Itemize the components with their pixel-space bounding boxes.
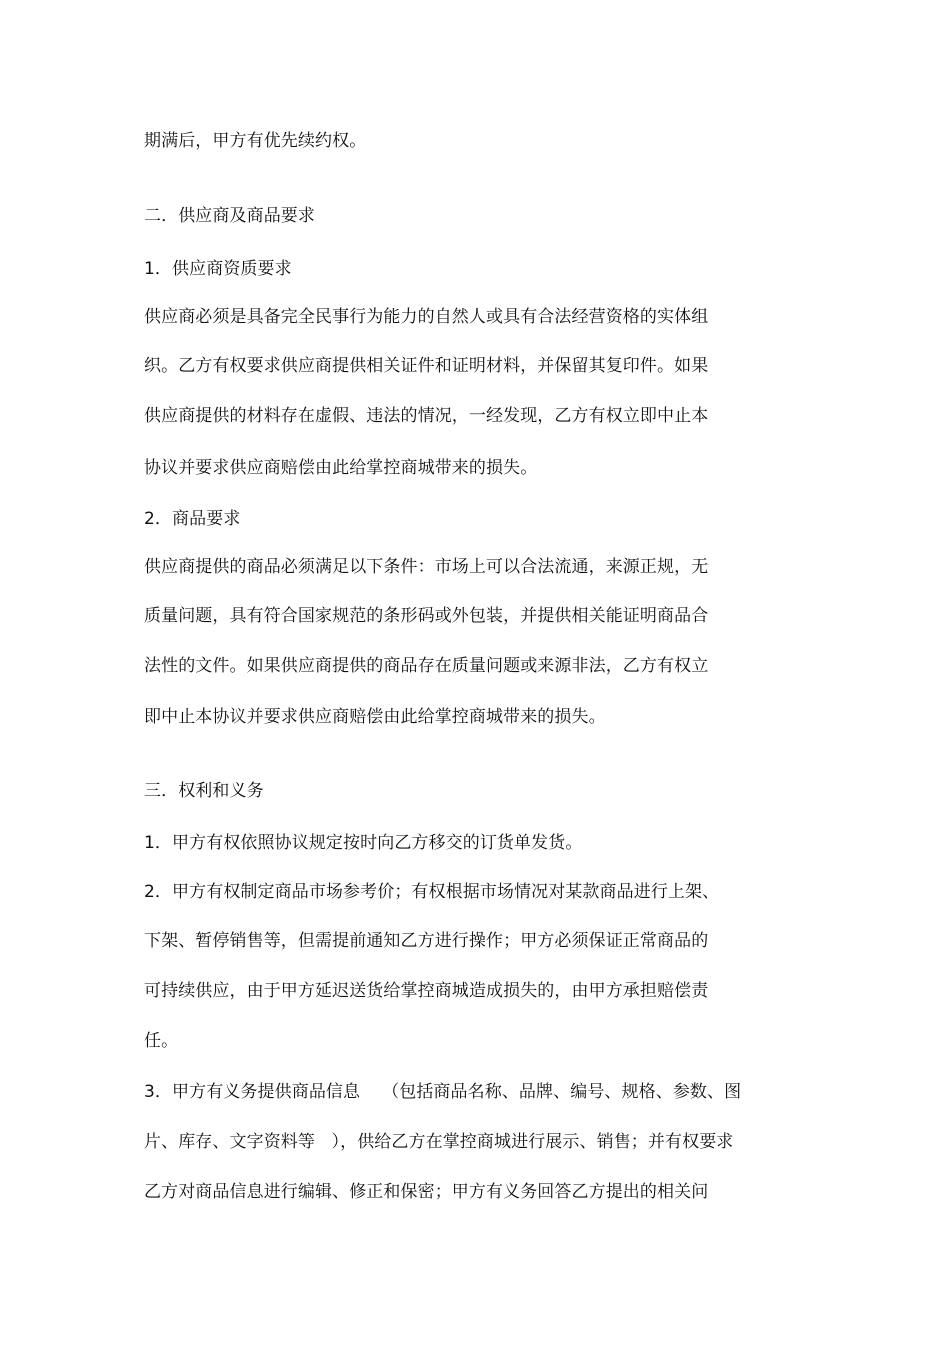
text-line: 供应商必须是具备完全民事行为能力的自然人或具有合法经营资格的实体组 (144, 307, 709, 327)
subsection-heading: 2．商品要求 (144, 509, 241, 529)
text-line: 协议并要求供应商赔偿由此给掌控商城带来的损失。 (144, 458, 538, 478)
text-line: 期满后，甲方有优先续约权。 (144, 131, 367, 151)
list-item: 3．甲方有义务提供商品信息 （包括商品名称、品牌、编号、规格、参数、图 (144, 1082, 742, 1102)
list-item: 2．甲方有权制定商品市场参考价；有权根据市场情况对某款商品进行上架、 (144, 882, 720, 902)
subsection-heading: 1．供应商资质要求 (144, 259, 292, 279)
text-line: 质量问题，具有符合国家规范的条形码或外包装，并提供相关能证明商品合 (144, 606, 709, 626)
text-line: 片、库存、文字资料等 ），供给乙方在掌控商城进行展示、销售；并有权要求 (144, 1132, 734, 1152)
text-line: 供应商提供的材料存在虚假、违法的情况，一经发现，乙方有权立即中止本 (144, 406, 709, 426)
section-heading: 二．供应商及商品要求 (144, 206, 315, 226)
text-line: 乙方对商品信息进行编辑、修正和保密；甲方有义务回答乙方提出的相关问 (144, 1182, 709, 1202)
text-line: 即中止本协议并要求供应商赔偿由此给掌控商城带来的损失。 (144, 707, 606, 727)
text-line: 任。 (144, 1031, 179, 1051)
text-line: 织。乙方有权要求供应商提供相关证件和证明材料，并保留其复印件。如果 (144, 356, 709, 376)
section-heading: 三．权利和义务 (144, 781, 264, 801)
text-line: 法性的文件。如果供应商提供的商品存在质量问题或来源非法，乙方有权立 (144, 656, 709, 676)
text-line: 可持续供应，由于甲方延迟送货给掌控商城造成损失的，由甲方承担赔偿责 (144, 981, 709, 1001)
text-line: 下架、暂停销售等，但需提前通知乙方进行操作；甲方必须保证正常商品的 (144, 931, 709, 951)
text-line: 供应商提供的商品必须满足以下条件：市场上可以合法流通，来源正规，无 (144, 557, 709, 577)
list-item: 1．甲方有权依照协议规定按时向乙方移交的订货单发货。 (144, 833, 583, 853)
